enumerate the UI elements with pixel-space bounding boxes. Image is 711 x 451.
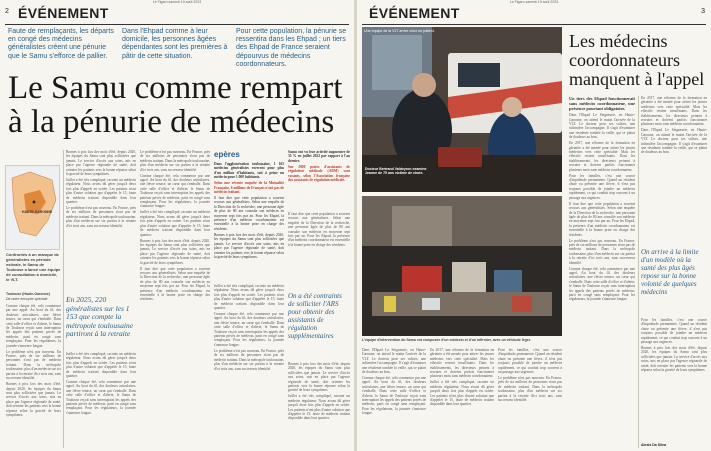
page-number-right: 3 [701, 8, 705, 15]
right-col1-paragraph-e: Le problème n'est pas nouveau. En France, près de six millions de personnes n'ont pas de médecin traitant. Dans la métropole toulousaine, plus d'un médecin sur six partira à la retraite d'ici trois ans, sans successeur identifié. [569, 238, 635, 265]
left-column-5 [288, 212, 350, 290]
stat-box-text: Samu ont vu leur activité augmenter de 35 % en juillet 2022 par rapport à l'an dernier. [288, 150, 350, 163]
section-title-right: ÉVÉNEMENT [369, 5, 460, 21]
col4-paragraph: Juillet a été très compliqué, raconte un médecin régulateur. Nous avons dû gérer jusqu'à deux fois plus d'appels en soirée. Les patients n'ont plus d'autre solution que d'appeler le 15, faute de médecin traitant disponible dans leur quartier. [214, 284, 284, 311]
col2-paragraph-b: Juillet a été très compliqué, raconte un médecin régulateur. Nous avons dû gérer jusqu'à deux fois plus d'appels en soirée. Les patients n'ont plus d'autre solution que d'appeler le 15, faute de médecin traitant disponible dans leur quartier. [66, 178, 136, 205]
map-svg [6, 166, 61, 251]
pullquote-left: En 2025, 220 généralistes sur les 1 153 que compte la métropole toulousaine partiront à la retraite [66, 295, 134, 339]
column-divider [63, 150, 64, 448]
photo-main-caption: Une équipe de la VLT arrive chez un patient. [364, 29, 435, 33]
right-lower-col1-paragraph: Dans l'Ehpad Le Seigneurie, en Haute-Garonne, on attend le matin l'arrivée de la VLT. Le docteur pose ses valises, une infirmière l'accompagne. Il s'agit d'examiner une résidente tombée la veille, qui se plaint de douleurs au bras. [362, 348, 426, 375]
sidebar-paragraph: Il faut dire que cette population a souvent recours aux généralistes. Selon une enquête de la Direction de la recherche, une personne âgée de plus de 80 ans consulte son médecin en moyenne sept fois par an. Pour les Ehpad, la présence d'un médecin coordonnateur est essentielle à la bonne prise en charge des résidents. [214, 196, 284, 231]
right-col1-paragraph-c: Pour les familles, c'est une source d'inquiétude permanente. Quand un résident chute ou présente une fièvre, il n'est pas toujours possible de joindre un médecin rapidement, ce qui conduit trop souvent à un passage aux urgences. [569, 173, 635, 200]
stat-box [288, 150, 350, 210]
right-lower-col3-paragraph: Pour les familles, c'est une source d'inquiétude permanente. Quand un résident chute ou présente une fièvre, il n'est pas toujours possible de joindre un médecin rapidement, ce qui conduit trop souvent à un passage aux urgences. [498, 348, 562, 375]
right-lower-col1-paragraph-b: Comme chaque été, cela commence par une appel. Au bout du fil, des douleurs articulaires, une fièvre tenace, un cœur qui s'emballe. Dans cette salle d'office et d'alerte, le Samu de Toulouse reçoit sans interruption les appels des patients privés de médecin, parti en congé sans remplaçant. Pour les régulateurs, la journée s'annonce longue. [362, 376, 426, 416]
section-title-left: ÉVÉNEMENT [18, 5, 109, 21]
photo-secondary-scene [362, 196, 562, 336]
col2b-paragraph-b: Comme chaque été, cela commence par une appel. Au bout du fil, des douleurs articulaires, une fièvre tenace, un cœur qui s'emballe. Dans cette salle d'office et d'alerte, le Samu de Toulouse reçoit sans interruption les appels des patients privés de médecin, parti en congé sans remplaçant. Pour les régulateurs, la journée s'annonce longue. [66, 380, 136, 415]
right-column-2 [641, 96, 707, 248]
right-lower-column-1 [362, 348, 426, 448]
map-caption: Confrontés à un manque de généralistes en période estivale, le Samu de Toulouse a lancé une équipe de consultation à domicile, le VLT. [6, 252, 61, 282]
right-author: Alexis Da Silva [641, 443, 666, 447]
col3-paragraph-c: Juillet a été très compliqué, raconte un médecin régulateur. Nous avons dû gérer jusqu'à deux fois plus d'appels en soirée. Les patients n'ont plus d'autre solution que d'appeler le 15, faute de médecin traitant disponible dans leur quartier. [140, 210, 210, 237]
sidebar-quote-lead: Selon une récente enquête de la Mutualité Française, 6 millions de Français n'ont pas de médecin traitant. [214, 181, 284, 195]
left-column-1 [6, 304, 61, 449]
headline-line-1: Le Samu comme rempart [8, 70, 343, 106]
map-label: HAUTE-GARONNE [22, 210, 53, 214]
photo-secondary [362, 196, 562, 336]
col2-paragraph-c: Le problème n'est pas nouveau. En France, près de six millions de personnes n'ont pas de médecin traitant. Dans la métropole toulousaine, plus d'un médecin sur six partira à la retraite d'ici trois ans, sans successeur identifié. [66, 206, 136, 228]
photo-main [362, 27, 562, 192]
right-column-1 [569, 96, 635, 448]
right-headline-line-3: manquent à l'appel [569, 69, 705, 89]
byline-sub: De notre envoyée spéciale [6, 297, 48, 301]
right-col1-paragraph-d: Il faut dire que cette population a souvent recours aux généralistes. Selon une enquête de la Direction de la recherche, une personne âgée de plus de 80 ans consulte son médecin en moyenne sept fois par an. Pour les Ehpad, la présence d'un médecin coordonnateur est essentielle à la bonne prise en charge des résidents. [569, 201, 635, 237]
col4-paragraph-c: Le problème n'est pas nouveau. En France, près de six millions de personnes n'ont pas de médecin traitant. Dans la métropole toulousaine, plus d'un médecin sur six partira à la retraite d'ici trois ans, sans successeur identifié. [214, 348, 284, 371]
right-headline [569, 32, 709, 89]
kicker-1: Faute de remplaçants, les départs en congé des médecins généralistes créent une pénurie que le Samu s'efforce de pallier. [8, 28, 114, 60]
photo-secondary-caption: L'équipe d'intervention du Samu est composée d'un médecin et d'un infirmier, avec un véhicule léger. [362, 338, 531, 342]
col1-paragraph-c: Bonnes à prix lors des mois d'été, depuis 2020, les équipes du Samu sont plus sollicitées que jamais. Le service d'accès aux soins, mis en place par l'agence régionale de santé, doit orienter les patients vers la bonne réponse selon la gravité de leurs symptômes. [6, 382, 61, 417]
author-location: Toulouse (Haute-Garonne) [6, 292, 50, 296]
headline-line-2: à la pénurie de médecins [8, 104, 335, 140]
right-column-divider [638, 96, 639, 448]
left-column-5-bottom [288, 362, 350, 448]
location-map [5, 165, 60, 250]
right-lower-col2-paragraph-b: Juillet a été très compliqué, raconte un médecin régulateur. Nous avons dû gérer jusqu'à deux fois plus d'appels en soirée. Les patients n'ont plus d'autre solution que d'appeler le 15, faute de médecin traitant disponible dans leur quartier. [430, 380, 494, 407]
sidebar-text-box [214, 162, 284, 282]
right-sidebar: Un tiers des Ehpad fonctionnerait sans médecin coordonnateur, une présence pourtant obligatoire. [569, 96, 635, 112]
right-lower-col3-paragraph-b: Le problème n'est pas nouveau. En France, près de six millions de personnes n'ont pas de médecin traitant. Dans la métropole toulousaine, plus d'un médecin sur six partira à la retraite d'ici trois ans, sans successeur identifié. [498, 376, 562, 403]
right-headline-line-1: Les médecins [569, 31, 668, 51]
right-col1-paragraph-f: Comme chaque été, cela commence par une appel. Au bout du fil, des douleurs articulaires, une fièvre tenace, un cœur qui s'emballe. Dans cette salle d'office et d'alerte, le Samu de Toulouse reçoit sans interruption les appels des patients privés de médecin, parti en congé sans remplaçant. Pour les régulateurs, la journée s'annonce longue. [569, 266, 635, 302]
top-rule-left [5, 24, 349, 25]
col5b-paragraph: Bonnes à prix lors des mois d'été, depuis 2020, les équipes du Samu sont plus sollicitées que jamais. Le service d'accès aux soins, mis en place par l'agence régionale de santé, doit orienter les patients vers la bonne réponse selon la gravité de leurs symptômes. [288, 362, 350, 393]
col3-paragraph-d: Bonnes à prix lors des mois d'été, depuis 2020, les équipes du Samu sont plus sollicitées que jamais. Le service d'accès aux soins, mis en place par l'agence régionale de santé, doit orienter les patients vers la bonne réponse selon la gravité de leurs symptômes. [140, 238, 210, 265]
right-lower-column-2 [430, 348, 494, 448]
stat-box-text-2: Sur 2000 postes d'assistants de régulation médicale (ARM) sont vacants, selon l'Association française des assistants de régulation médicale. [288, 164, 350, 183]
running-head-right: Le Figaro samedi 19 août 2023 [509, 0, 559, 4]
right-headline-line-2: coordonnateurs [569, 50, 680, 70]
left-page [0, 0, 354, 451]
col1-paragraph-b: Le problème n'est pas nouveau. En France, près de six millions de personnes n'ont pas de médecin traitant. Dans la métropole toulousaine, plus d'un médecin sur six partira à la retraite d'ici trois ans, sans successeur identifié. [6, 349, 61, 381]
photo-main-caption-2: Docteur Bertrand Valdeyron examine Jeanne de 75 ans victime de chute. [365, 167, 427, 176]
sidebar-paragraph-b: Bonnes à prix lors des mois d'été, depuis 2020, les équipes du Samu sont plus sollicitées que jamais. Le service d'accès aux soins, mis en place par l'agence régionale de santé, doit orienter les patients vers la bonne réponse selon la gravité de leurs symptômes. [214, 232, 284, 259]
right-col1-paragraph-b: En 2017, une réforme de la formation en gériatrie a été menée pour attirer les jeunes médecins vers cette spécialité. Mais les effectifs restent insuffisants. Dans les établissements, les directeurs peinent à recruter et doivent parfois fonctionner plusieurs mois sans médecin coordonnateur. [569, 141, 635, 172]
kicker-2: Dans l'Ehpad comme à leur domicile, les personnes âgées dépendantes sont les premières à pâtir de cette situation. [122, 28, 228, 60]
col3-paragraph: Le problème n'est pas nouveau. En France, près de six millions de personnes n'ont pas de médecin traitant. Dans la métropole toulousaine, plus d'un médecin sur six partira à la retraite d'ici trois ans, sans successeur identifié. [140, 150, 210, 172]
left-column-3 [140, 150, 210, 448]
right-lower-col2-paragraph: En 2017, une réforme de la formation en gériatrie a été menée pour attirer les jeunes médecins vers cette spécialité. Mais les effectifs restent insuffisants. Dans les établissements, les directeurs peinent à recruter et doivent parfois fonctionner plusieurs mois sans médecin coordonnateur. [430, 348, 494, 379]
top-rule-right [362, 24, 706, 25]
col1-paragraph: Comme chaque été, cela commence par une appel. Au bout du fil, des douleurs articulaires, une fièvre tenace, un cœur qui s'emballe. Dans cette salle d'office et d'alerte, le Samu de Toulouse reçoit sans interruption les appels des patients privés de médecin, parti en congé sans remplaçant. Pour les régulateurs, la journée s'annonce longue. [6, 304, 61, 348]
running-head: Le Figaro samedi 19 août 2023 [152, 0, 202, 4]
right-col2-paragraph-b: Dans l'Ehpad Le Seigneurie, en Haute-Garonne, on attend le matin l'arrivée de la VLT. Le docteur pose ses valises, une infirmière l'accompagne. Il s'agit d'examiner une résidente tombée la veille, qui se plaint de douleurs au bras. [641, 128, 707, 155]
left-column-2 [66, 150, 136, 295]
col3-paragraph-b: Comme chaque été, cela commence par une appel. Au bout du fil, des douleurs articulaires, une fièvre tenace, un cœur qui s'emballe. Dans cette salle d'office et d'alerte, le Samu de Toulouse reçoit sans interruption les appels des patients privés de médecin, parti en congé sans remplaçant. Pour les régulateurs, la journée s'annonce longue. [140, 173, 210, 209]
col2-paragraph: Bonnes à prix lors des mois d'été, depuis 2020, les équipes du Samu sont plus sollicitées que jamais. Le service d'accès aux soins, mis en place par l'agence régionale de santé, doit orienter les patients vers la bonne réponse selon la gravité de leurs symptômes. [66, 150, 136, 177]
pullquote-left-2: On a été contraints de solliciter l'ARS pour obtenir des assistants de régulation supplémentaires [288, 292, 342, 340]
col5b-paragraph-b: Juillet a été très compliqué, raconte un médecin régulateur. Nous avons dû gérer jusqu'à deux fois plus d'appels en soirée. Les patients n'ont plus d'autre solution que d'appeler le 15, faute de médecin traitant disponible dans leur quartier. [288, 394, 350, 421]
left-column-4 [214, 284, 284, 448]
col4-paragraph-b: Comme chaque été, cela commence par une appel. Au bout du fil, des douleurs articulaires, une fièvre tenace, un cœur qui s'emballe. Dans cette salle d'office et d'alerte, le Samu de Toulouse reçoit sans interruption les appels des patients privés de médecin, parti en congé sans remplaçant. Pour les régulateurs, la journée s'annonce longue. [214, 312, 284, 347]
right-column-2-bottom [641, 318, 707, 442]
right-col2-paragraph: En 2017, une réforme de la formation en gériatrie a été menée pour attirer les jeunes médecins vers cette spécialité. Mais les effectifs restent insuffisants. Dans les établissements, les directeurs peinent à recruter et doivent parfois fonctionner plusieurs mois sans médecin coordonnateur. [641, 96, 707, 127]
kicker-3: Pour cette population, la pénurie se ressentira dans les Ehpad ; un tiers des Ehpad de France seraient dépourvus de médecins coordonnateurs. [236, 28, 347, 68]
right-col2b-paragraph-b: Bonnes à prix lors des mois d'été, depuis 2020, les équipes du Samu sont plus sollicitées que jamais. Le service d'accès aux soins, mis en place par l'agence régionale de santé, doit orienter les patients vers la bonne réponse selon la gravité de leurs symptômes. [641, 346, 707, 373]
col5-paragraph: Il faut dire que cette population a souvent recours aux généralistes. Selon une enquête de la Direction de la recherche, une personne âgée de plus de 80 ans consulte son médecin en moyenne sept fois par an. Pour les Ehpad, la présence d'un médecin coordonnateur est essentielle à la bonne prise en charge des résidents. [288, 212, 350, 247]
left-column-2-bottom [66, 352, 136, 448]
col3-paragraph-e: Il faut dire que cette population a souvent recours aux généralistes. Selon une enquête de la Direction de la recherche, une personne âgée de plus de 80 ans consulte son médecin en moyenne sept fois par an. Pour les Ehpad, la présence d'un médecin coordonnateur est essentielle à la bonne prise en charge des résidents. [140, 266, 210, 302]
right-col2b-paragraph: Pour les familles, c'est une source d'inquiétude permanente. Quand un résident chute ou présente une fièvre, il n'est pas toujours possible de joindre un médecin rapidement, ce qui conduit trop souvent à un passage aux urgences. [641, 318, 707, 345]
sidebar-text: Dans l'agglomération toulousaine, 1 165 médecins généralistes exercent pour plus d'un million d'habitants, soit à peine un médecin pour 1 000 habitants. [214, 162, 284, 180]
right-lower-column-3 [498, 348, 562, 448]
right-col1-paragraph: Dans l'Ehpad Le Seigneurie, en Haute-Garonne, on attend le matin l'arrivée de la VLT. Le docteur pose ses valises, une infirmière l'accompagne. Il s'agit d'examiner une résidente tombée la veille, qui se plaint de douleurs au bras. [569, 113, 635, 140]
col2b-paragraph: Juillet a été très compliqué, raconte un médecin régulateur. Nous avons dû gérer jusqu'à deux fois plus d'appels en soirée. Les patients n'ont plus d'autre solution que d'appeler le 15, faute de médecin traitant disponible dans leur quartier. [66, 352, 136, 379]
sidebar-title: epères [214, 150, 240, 159]
right-pullquote: On arrive à la limite d'un modèle où la santé des plus âgés repose sur la bonne volonté de quelques médecins [641, 248, 699, 296]
right-page [357, 0, 711, 451]
page-number-left: 2 [5, 8, 9, 15]
